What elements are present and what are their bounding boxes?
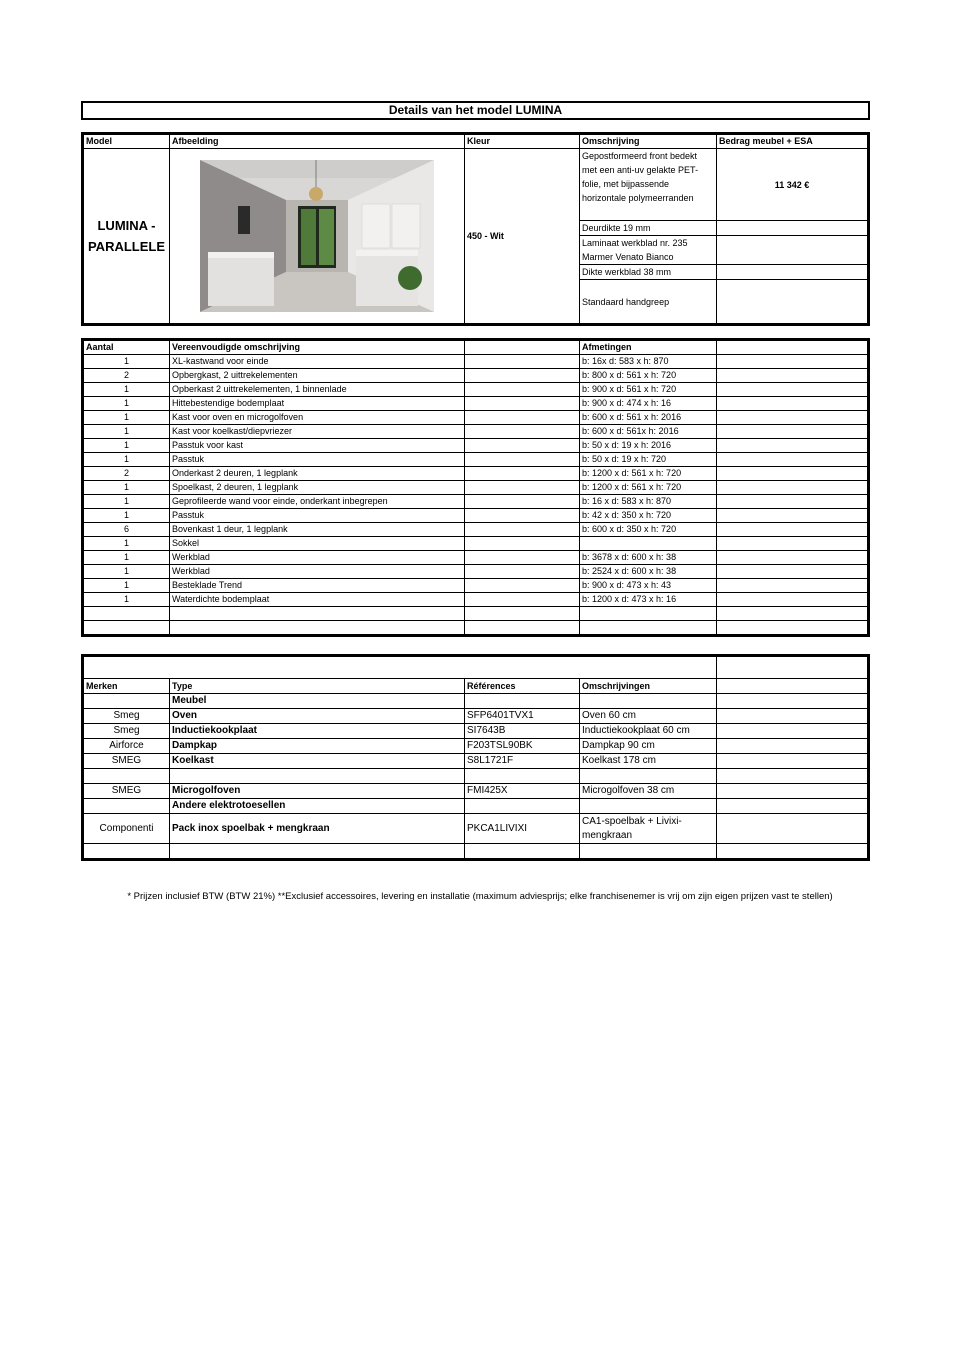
empty-cell [717,565,868,579]
dimensions-cell: b: 900 x d: 473 x h: 43 [580,579,717,593]
qty-cell: 1 [84,383,170,397]
reference-cell: S8L1721F [465,754,580,769]
model-summary-header [84,135,868,149]
appliance-description-cell [580,844,717,859]
model-name: LUMINA - PARALLELE [84,149,170,324]
description-cell: Kast voor oven en microgolfoven [170,411,465,425]
type-cell: Meubel [170,694,465,709]
header-merken: Merken [84,679,170,694]
empty-cell [717,799,868,814]
appliance-description-cell [580,769,717,784]
table-row [84,769,868,784]
dimensions-cell: b: 3678 x d: 600 x h: 38 [580,551,717,565]
header-omschrijving: Vereenvoudigde omschrijving [170,341,465,355]
empty-cell [465,397,580,411]
table-row [84,799,868,814]
qty-cell [84,621,170,635]
table-row [84,754,868,769]
table-row [84,425,868,439]
qty-cell: 2 [84,369,170,383]
empty-cell [717,739,868,754]
description-cell: Sokkel [170,537,465,551]
empty-cell [717,607,868,621]
type-cell: Oven [170,709,465,724]
empty-cell [717,593,868,607]
appliance-description-cell: Inductiekookplaat 60 cm [580,724,717,739]
brand-cell: SMEG [84,784,170,799]
empty-cell [465,495,580,509]
brand-cell [84,694,170,709]
reference-cell: SFP6401TVX1 [465,709,580,724]
empty-cell [717,814,868,844]
empty-cell [717,551,868,565]
empty-cell [465,551,580,565]
brand-cell [84,844,170,859]
qty-cell: 1 [84,481,170,495]
brand-cell: Componenti [84,814,170,844]
table-row [84,439,868,453]
description-handgreep: Standaard handgreep [580,280,717,324]
table-row [84,593,868,607]
empty-cell [717,495,868,509]
table-row [84,523,868,537]
appliances-table [81,654,870,861]
qty-cell: 1 [84,565,170,579]
empty-cell [717,439,868,453]
empty-cell [717,467,868,481]
dimensions-cell [580,537,717,551]
description-cell: Passtuk [170,453,465,467]
description-cell: Hittebestendige bodemplaat [170,397,465,411]
description-cell [170,621,465,635]
empty-cell [717,621,868,635]
empty-cell [465,621,580,635]
description-cell: Werkblad [170,565,465,579]
table-row [84,453,868,467]
header-empty [717,679,868,694]
header-omschrijvingen: Omschrijvingen [580,679,717,694]
empty-cell [717,411,868,425]
dimensions-cell: b: 16x d: 583 x h: 870 [580,355,717,369]
description-cell: Besteklade Trend [170,579,465,593]
table-row [84,724,868,739]
appliance-description-cell: Microgolfoven 38 cm [580,784,717,799]
qty-cell: 1 [84,509,170,523]
empty-cell [717,769,868,784]
empty-cell [465,467,580,481]
dimensions-cell: b: 1200 x d: 473 x h: 16 [580,593,717,607]
header-aantal: Aantal [84,341,170,355]
empty-cell [717,579,868,593]
brand-cell: Smeg [84,724,170,739]
empty-cell [465,453,580,467]
empty-cell [465,369,580,383]
empty-cell [717,383,868,397]
qty-cell: 2 [84,467,170,481]
description-cell: Geprofileerde wand voor einde, onderkant inbegrepen [170,495,465,509]
header-type: Type [170,679,465,694]
price-empty [717,236,868,265]
empty-cell [465,607,580,621]
qty-cell: 1 [84,453,170,467]
empty-cell [717,537,868,551]
header-empty [717,341,868,355]
description-cell: Waterdichte bodemplaat [170,593,465,607]
table-row [84,607,868,621]
description-cell: Kast voor koelkast/diepvriezer [170,425,465,439]
table-row [84,621,868,635]
brand-cell [84,769,170,784]
dimensions-cell: b: 600 x d: 561 x h: 2016 [580,411,717,425]
dimensions-cell: b: 16 x d: 583 x h: 870 [580,495,717,509]
brand-cell: Airforce [84,739,170,754]
qty-cell: 1 [84,397,170,411]
table-row [84,694,868,709]
table-row [84,814,868,844]
qty-cell: 1 [84,355,170,369]
parts-table [81,338,870,637]
empty-cell [717,397,868,411]
appliance-description-cell: CA1-spoelbak + Livixi-mengkraan [580,814,717,844]
header-model: Model [84,135,170,149]
dimensions-cell: b: 2524 x d: 600 x h: 38 [580,565,717,579]
dimensions-cell: b: 50 x d: 19 x h: 720 [580,453,717,467]
empty-cell [717,453,868,467]
description-cell: Bovenkast 1 deur, 1 legplank [170,523,465,537]
price-value: 11 342 € [717,149,868,221]
description-deurdikte: Deurdikte 19 mm [580,221,717,236]
type-cell [170,844,465,859]
description-cell: Onderkast 2 deuren, 1 legplank [170,467,465,481]
table-row [84,565,868,579]
description-cell: Passtuk voor kast [170,439,465,453]
table-row [84,383,868,397]
qty-cell: 1 [84,593,170,607]
empty-cell [717,844,868,859]
table-row [84,551,868,565]
dimensions-cell: b: 50 x d: 19 x h: 2016 [580,439,717,453]
qty-cell [84,607,170,621]
appliances-blank [84,657,717,679]
type-cell: Pack inox spoelbak + mengkraan [170,814,465,844]
table-row [84,509,868,523]
kitchen-image [170,149,465,324]
table-row [84,844,868,859]
empty-cell [465,355,580,369]
header-empty [465,341,580,355]
dimensions-cell: b: 1200 x d: 561 x h: 720 [580,481,717,495]
table-row [84,397,868,411]
header-afmetingen: Afmetingen [580,341,717,355]
brand-cell [84,799,170,814]
empty-cell [465,593,580,607]
brand-cell: Smeg [84,709,170,724]
empty-cell [717,784,868,799]
table-row [84,784,868,799]
qty-cell: 1 [84,495,170,509]
reference-cell [465,694,580,709]
empty-cell [465,579,580,593]
empty-cell [717,369,868,383]
empty-cell [465,439,580,453]
reference-cell: FMI425X [465,784,580,799]
qty-cell: 1 [84,411,170,425]
header-omschrijving: Omschrijving [580,135,717,149]
dimensions-cell [580,621,717,635]
qty-cell: 1 [84,579,170,593]
qty-cell: 1 [84,551,170,565]
description-dikte-werkblad: Dikte werkblad 38 mm [580,265,717,280]
table-row [84,411,868,425]
description-cell: Passtuk [170,509,465,523]
qty-cell: 1 [84,425,170,439]
empty-cell [465,509,580,523]
description-cell: Opberkast 2 uittrekelementen, 1 binnenlade [170,383,465,397]
table-row [84,355,868,369]
description-cell: Spoelkast, 2 deuren, 1 legplank [170,481,465,495]
empty-cell [717,523,868,537]
appliance-description-cell [580,799,717,814]
description-cell: Opbergkast, 2 uittrekelementen [170,369,465,383]
dimensions-cell: b: 900 x d: 474 x h: 16 [580,397,717,411]
empty-cell [717,724,868,739]
header-kleur: Kleur [465,135,580,149]
header-references: Références [465,679,580,694]
reference-cell [465,799,580,814]
empty-cell [465,537,580,551]
empty-cell [717,754,868,769]
dimensions-cell [580,607,717,621]
price-empty [717,280,868,324]
reference-cell [465,769,580,784]
parts-header [84,341,868,355]
description-cell [170,607,465,621]
kleur-value: 450 - Wit [465,149,580,324]
appliance-description-cell: Dampkap 90 cm [580,739,717,754]
table-row [84,481,868,495]
appliance-description-cell [580,694,717,709]
description-cell: XL-kastwand voor einde [170,355,465,369]
reference-cell: F203TSL90BK [465,739,580,754]
header-bedrag: Bedrag meubel + ESA [717,135,868,149]
empty-cell [717,355,868,369]
empty-cell [465,425,580,439]
appliance-description-cell: Oven 60 cm [580,709,717,724]
empty-cell [465,523,580,537]
reference-cell: PKCA1LIVIXI [465,814,580,844]
table-row [84,579,868,593]
description-cell: Werkblad [170,551,465,565]
type-cell: Koelkast [170,754,465,769]
price-empty [717,221,868,236]
empty-cell [717,425,868,439]
dimensions-cell: b: 1200 x d: 561 x h: 720 [580,467,717,481]
qty-cell: 6 [84,523,170,537]
description-front: Gepostformeerd front bedekt met een anti-uv gelakte PET-folie, met bijpassende horizontale polymeerranden [580,149,717,221]
type-cell: Dampkap [170,739,465,754]
type-cell [170,769,465,784]
empty-cell [465,411,580,425]
empty-cell [717,709,868,724]
dimensions-cell: b: 800 x d: 561 x h: 720 [580,369,717,383]
footnote: * Prijzen inclusief BTW (BTW 21%) **Exclusief accessoires, levering en installatie (maximum adviesprijs; elke franchisenemer is vrij om zijn eigen prijzen vast te stellen) [127,891,833,902]
dimensions-cell: b: 600 x d: 350 x h: 720 [580,523,717,537]
document-title: Details van het model LUMINA [81,101,870,120]
header-afbeelding: Afbeelding [170,135,465,149]
table-row [84,467,868,481]
empty-cell [465,383,580,397]
empty-cell [465,565,580,579]
table-row [84,495,868,509]
model-summary-table [81,132,870,326]
reference-cell [465,844,580,859]
empty-cell [717,509,868,523]
appliances-header [84,679,868,694]
type-cell: Microgolfoven [170,784,465,799]
qty-cell: 1 [84,537,170,551]
type-cell: Inductiekookplaat [170,724,465,739]
dimensions-cell: b: 900 x d: 561 x h: 720 [580,383,717,397]
table-row [84,739,868,754]
table-row [84,537,868,551]
qty-cell: 1 [84,439,170,453]
empty-cell [717,481,868,495]
table-row [84,369,868,383]
dimensions-cell: b: 42 x d: 350 x h: 720 [580,509,717,523]
reference-cell: SI7643B [465,724,580,739]
empty-cell [717,694,868,709]
price-empty [717,265,868,280]
description-werkblad: Laminaat werkblad nr. 235 Marmer Venato Bianco [580,236,717,265]
appliances-top-row [84,657,868,679]
appliances-blank [717,657,868,679]
appliance-description-cell: Koelkast 178 cm [580,754,717,769]
table-row [84,709,868,724]
brand-cell: SMEG [84,754,170,769]
empty-cell [465,481,580,495]
dimensions-cell: b: 600 x d: 561x h: 2016 [580,425,717,439]
type-cell: Andere elektrotoesellen [170,799,465,814]
